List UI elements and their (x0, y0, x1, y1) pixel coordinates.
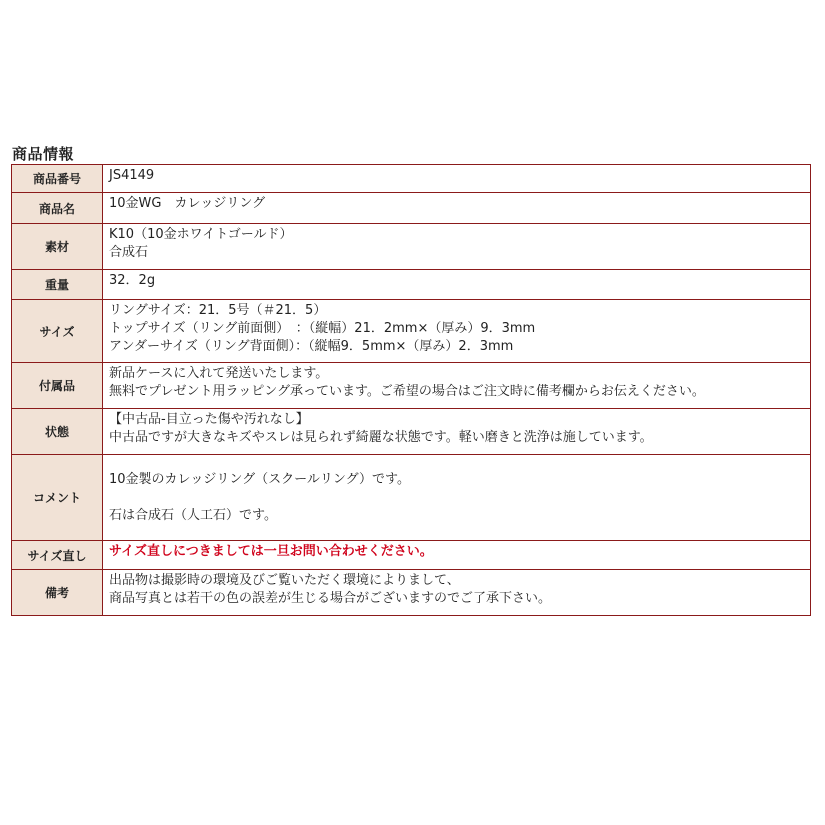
value-notes (103, 570, 811, 616)
size-line: トップサイズ（リング前面側） ：（縦幅）21．2mm×（厚み）9．3mm (109, 321, 536, 336)
label-accessories: 付属品 (12, 363, 103, 409)
label-resize: サイズ直し (12, 541, 103, 570)
condition-line: 中古品ですが大きなキズやスレは見られず綺麗な状態です。軽い磨きと洗浄は施しています。 (109, 430, 653, 445)
row-resize (12, 541, 811, 570)
label-condition: 状態 (12, 409, 103, 455)
value-product-name (103, 193, 811, 224)
row-comment (12, 455, 811, 541)
product-info-table (11, 164, 811, 616)
row-notes (12, 570, 811, 616)
label-weight: 重量 (12, 270, 103, 300)
label-material: 素材 (12, 224, 103, 270)
product-number-text: JS4149 (109, 168, 155, 183)
comment-line: 石は合成石（人工石）です。 (109, 507, 277, 523)
notes-line: 出品物は撮影時の環境及びご覧いただく環境によりまして、 (109, 573, 460, 588)
value-accessories (103, 363, 811, 409)
size-line: リングサイズ：21．5号（＃21．5） (109, 303, 327, 318)
comment-blank-line (109, 489, 804, 507)
section-title: 商品情報 (12, 145, 75, 163)
condition-line: 【中古品-目立った傷や汚れなし】 (109, 412, 309, 427)
row-accessories (12, 363, 811, 409)
accessories-line: 新品ケースに入れて発送いたします。 (109, 366, 329, 381)
row-material (12, 224, 811, 270)
label-comment: コメント (12, 455, 103, 541)
value-comment (103, 455, 811, 541)
value-size (103, 300, 811, 363)
size-line: アンダーサイズ（リング背面側）：（縦幅9．5mm×（厚み）2．3mm (109, 339, 514, 354)
product-name-text: 10金WG カレッジリング (109, 196, 266, 211)
value-material (103, 224, 811, 270)
value-resize (103, 541, 811, 570)
material-line: K10（10金ホワイトゴールド） (109, 227, 293, 242)
label-product-number: 商品番号 (12, 165, 103, 193)
row-product-name (12, 193, 811, 224)
row-size (12, 300, 811, 363)
row-weight (12, 270, 811, 300)
value-product-number (103, 165, 811, 193)
material-line: 合成石 (109, 245, 149, 260)
notes-line: 商品写真とは若干の色の誤差が生じる場合がございますのでご了承下さい。 (109, 591, 552, 606)
weight-text: 32．2g (109, 273, 156, 288)
row-product-number (12, 165, 811, 193)
label-size: サイズ (12, 300, 103, 363)
value-condition (103, 409, 811, 455)
label-product-name: 商品名 (12, 193, 103, 224)
label-notes: 備考 (12, 570, 103, 616)
resize-notice: サイズ直しにつきましては一旦お問い合わせください。 (109, 544, 433, 559)
row-condition (12, 409, 811, 455)
comment-line: 10金製のカレッジリング（スクールリング）です。 (109, 471, 410, 487)
accessories-line: 無料でプレゼント用ラッピング承っています。ご希望の場合はご注文時に備考欄からお伝えください。 (109, 384, 705, 399)
value-weight (103, 270, 811, 300)
